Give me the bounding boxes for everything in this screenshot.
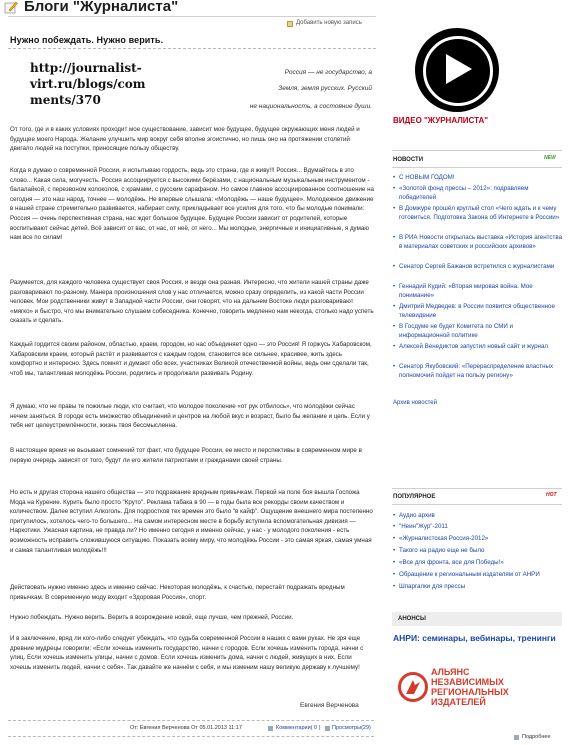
news-item[interactable]: • Алексей Венедиктов запустил новый сайт и журнал	[393, 342, 563, 351]
logo-line: НЕЗАВИСИМЫХ	[431, 677, 504, 687]
hot-badge: HOT	[546, 492, 557, 498]
popular-item[interactable]: • «Все для фронта, все для Победы!»	[393, 558, 563, 567]
logo-line: АЛЬЯНС	[431, 667, 470, 677]
news-item[interactable]: • В РИА Новости открылась выставка «История агентства в материалах советских и российских архивов»	[393, 233, 563, 251]
popular-item[interactable]: • Такого на радио еще не было	[393, 546, 563, 555]
blog-header-title: Блоги "Журналиста"	[24, 0, 179, 15]
news-item[interactable]: • В Домжуре прошёл круглый стол «Чего ждать и к чему готовиться. Подготовка Закона об Интернете в России»	[393, 204, 563, 222]
epigraph-line-1: Россия — не государство, а	[284, 69, 372, 76]
views-icon	[325, 726, 330, 731]
more-link[interactable]: Подробнее	[522, 734, 551, 740]
post-url-line-2: ments/370	[30, 93, 101, 107]
logo-line: РЕГИОНАЛЬНЫХ	[431, 687, 509, 697]
popular-item[interactable]: • "Неин"Жур"-2011	[393, 522, 563, 531]
popular-item[interactable]: • Аудио архив	[393, 511, 563, 520]
popular-item[interactable]: • Шпаргалки для прессы	[393, 582, 563, 591]
paragraph: Нужно побеждать. Нужно верить. Верить в возрождение новой, еще лучше, чем прежней, России.	[10, 614, 294, 621]
header-divider	[8, 16, 376, 17]
news-item[interactable]: • Сенатор Сергей Бажанов встретился с журналистами	[393, 262, 563, 271]
blog-pencil-icon	[4, 0, 18, 14]
paragraph: Разумеется, для каждого человека существует своя Россия, и везде она разная. Интересно, что жители нашей страны даже разговаривают по-разному. Манера произношения слов у нас отличается, можно сразу определить, из какой части России человек. Мои родственники живут в Западной части России, они говорят, что на дальнем Востоке люди разговаривают «мягко» и быстро, что мы внимательно слушаем собеседника. Конечно, говорить медленно нам некогда, столько надо успеть сказать и сделать.	[10, 279, 374, 325]
news-item[interactable]: • Геннадий Кудий: «Вторая мировая война. Мое понимание»	[393, 282, 563, 300]
logo-line: ИЗДАТЕЛЕЙ	[431, 697, 486, 707]
title-divider	[8, 48, 376, 49]
post-url[interactable]	[30, 60, 245, 108]
news-archive-link[interactable]: Архив новостей	[393, 400, 437, 406]
anons-title-link[interactable]: АНРИ: семинары, вебинары, тренинги	[393, 633, 556, 643]
news-item[interactable]: • «Золотой фонд прессы – 2012»: подравляем победителей	[393, 184, 563, 202]
anri-logo-text[interactable]	[431, 667, 509, 707]
paragraph: И в заключение, вряд ли кого-либо следует убеждать, что судьба современной России в наших с вами руках. Не зря еще древние мудрецы говорили: «Если хочешь изменить государство, начни с городов. Если хочешь изменить города, начни с улиц. Если хочешь изменить улицы, начни с домов. Если хочешь изменить дома, начни с людей, живущих в них. Если хочешь изменить людей, начни с себя». Так давайте же начнём с себя, и мы изменим нашу великую державу к лучшему!	[10, 635, 364, 671]
post-url-line-1: http://journalist-virt.ru/blogs/com	[30, 61, 146, 91]
more-icon	[514, 735, 519, 740]
comments-link[interactable]: Комментарии( 0 )	[276, 725, 321, 731]
popular-heading: ПОПУЛЯРНОЕ	[393, 494, 436, 500]
post-title: Нужно побеждать. Нужно верить.	[10, 35, 164, 45]
video-caption[interactable]: ВИДЕО "ЖУРНАЛИСТА"	[393, 116, 489, 125]
popular-item[interactable]: • «Журналистская Россия-2012»	[393, 534, 563, 543]
news-item[interactable]: • В Госдуме не будет Комитета по СМИ и информационной политике	[393, 322, 563, 340]
paragraph: Каждый гордится своим районом, областью, краем, городом, но нас объединяет одно — это Россия! Я горжусь Хабаровском, Хабаровским краем, который растёт и развивается с каждым годом, становится все сильнее, красивее, жить здесь комфортно и интересно. Здесь помнят и думают обо всех, участниках Великой отечественной войны, ведь они сделали так, чтоб мы, талантливая молодёжь России, родились и продолжали развивать Родину.	[10, 341, 372, 377]
anons-heading: АНОНСЫ	[398, 616, 426, 622]
add-entry-link[interactable]: Добавить новую запись	[296, 20, 362, 26]
post-footer-bar	[8, 720, 374, 737]
comments-icon	[268, 726, 273, 731]
paragraph: Когда я думаю о современной России, я испытываю гордость, ведь это страна, где я живу!!! Россия... Вдумайтесь в это слово... Какая сила, могучесть. Россия ассоциируется с высокими берёзами, с национальным музыкальным инструментом - балалайкой, с перезвоном колоколов, с храмами, с русским сарафаном. Но самое главное ассоциированное соотношение на сегодня — это наш народ, точнее — молодёжь. Не впервые слышала: «Молодёжь — наше будущее». Молодежное движение в нашей стране стремительно развивается, набирает силу, прикладывает все усилия для того, что бы молодые понимали: Россия — очень перспективная страна, нас ждет большое будущее. Будущее России зависит от родителей, которые воспитывают сейчас детей. Всё зависит от вас, от нас, от неё, от него... Мы молодые, энергичные и инициативные, я думаю нам все по силам!	[10, 167, 374, 242]
post-meta: От: Евгения Верченова От 05.01.2013 11:17	[130, 725, 242, 731]
paragraph: Но есть и другая сторона нашего общества — это подражание вредным привычкам. Первой на поле боя вышла Госпожа Мода на Курение. Курить было просто "Круто". Реклама табака в 90 — в годы была все рекорды своим качеством и количеством. Далее вступил Алкоголь. Для подростков тех времен это было "в кайф". Ощущение внешнего мира постепенно притупилось, хотелось чего-то большего... На самом интересном месте в борьбу вступила вспомогательная дивизия — Наркотики. Ужасная картина, не правда ли? Но именно сегодня и именно сейчас, у нас - у молодого поколения - есть возможность исправить сложившуюся ситуацию. Показать всему миру, что молодёжь России - это самая яркая, самая умная и самая талантливая молодёжь!!!	[10, 489, 373, 554]
news-item[interactable]: • Сенатор Якубовский: «Перераспределение властных полномочий пойдет на пользу региону»	[393, 362, 563, 380]
paragraph: В настоящее время не вызывает сомнений тот факт, что будущее России, ее место и перспективы в современном мире в первую очередь зависят от того, будут ли его жители патриотами и гражданами своей страны.	[10, 447, 362, 464]
news-heading: НОВОСТИ	[393, 157, 424, 163]
play-icon	[444, 52, 474, 86]
add-entry-icon[interactable]	[287, 21, 293, 27]
news-item[interactable]: • С НОВЫМ ГОДОМ!	[393, 173, 563, 182]
views-link[interactable]: Просмотры(29)	[332, 725, 371, 731]
paragraph: Действовать нужно именно здесь и именно сейчас. Некоторая молодёжь, к счастью, перестаёт подражать вредным привычкам. В современную моду входит «Здоровая Россия», спорт.	[10, 584, 345, 601]
paragraph: От того, где и в каких условиях проходит мое существование, зависит мое будущее, будущее окружающих меня людей и будущее моего Народа. Желание улучшить мир вокруг себя вполне эгоистично, но лишь оно на протяжении столетий двигало людей на поступки, приносящие пользу обществу.	[10, 126, 360, 153]
news-divider	[392, 167, 562, 168]
popular-item[interactable]: • Обращение к региональным издателям от АНРИ	[393, 570, 563, 579]
anri-emblem-icon	[402, 676, 424, 698]
popular-divider	[392, 504, 562, 505]
epigraph-line-3: не национальность, а состояние души.	[249, 103, 372, 110]
new-badge: NEW	[544, 155, 556, 161]
news-item[interactable]: • Дмитрий Медведев: в России появится общественное телевидение	[393, 302, 563, 320]
paragraph: Я думаю, что не правы те пожилые люди, кто считает, что молодое поколение «от рук отбилось», что молодёжи сейчас нечем заняться. В городе есть множество объединений и центров на любой вкус и возраст, было бы желание и цель. Если у тебя нет целеустремлённости, жизнь твоя бессмысленна.	[10, 403, 370, 430]
popular-top-divider	[392, 488, 562, 489]
post-author: Евгения Верченова	[300, 702, 359, 709]
epigraph-line-2: Земля, земля русских. Русский	[278, 85, 372, 92]
news-top-divider	[392, 150, 562, 151]
